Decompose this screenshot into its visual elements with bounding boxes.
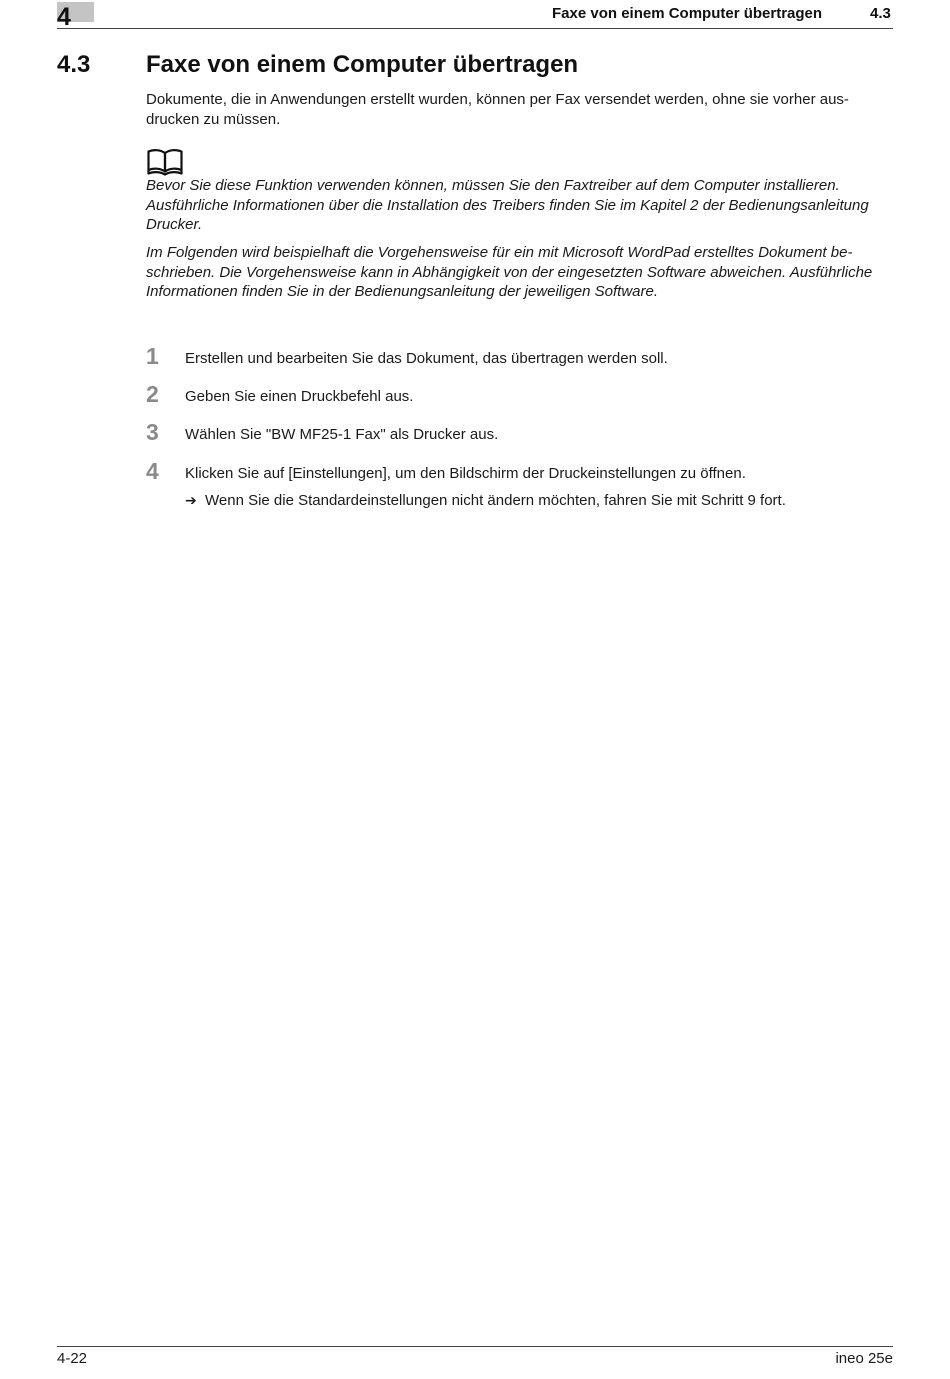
note-line: Ausführliche Informationen über die Installation des Treibers finden Sie im Kapitel 2 der Bedienungsanleitung bbox=[146, 196, 869, 214]
step-1 bbox=[146, 344, 896, 370]
intro-paragraph bbox=[146, 90, 891, 129]
footer-divider bbox=[57, 1346, 893, 1347]
step-text: Geben Sie einen Druckbefehl aus. bbox=[185, 388, 414, 405]
note-line: schrieben. Die Vorgehensweise kann in Abhängigkeit von der eingesetzten Software abweichen. Ausführliche bbox=[146, 263, 873, 281]
note-line: Im Folgenden wird beispielhaft die Vorgehensweise für ein mit Microsoft WordPad erstelltes Dokument be- bbox=[146, 244, 853, 261]
section-title: Faxe von einem Computer übertragen bbox=[146, 51, 579, 78]
open-book-icon bbox=[146, 148, 184, 176]
section-number: 4.3 bbox=[57, 51, 91, 78]
step-text: Wählen Sie "BW MF25-1 Fax" als Drucker aus. bbox=[185, 426, 499, 443]
step-text: Klicken Sie auf [Einstellungen], um den Bildschirm der Druckeinstellungen zu öffnen. bbox=[185, 465, 746, 482]
chapter-number: 4 bbox=[57, 3, 71, 31]
arrow-right-icon: ➔ bbox=[185, 492, 197, 508]
footer-product-name: ineo 25e bbox=[835, 1350, 893, 1367]
header-divider bbox=[57, 28, 893, 29]
intro-line: Dokumente, die in Anwendungen erstellt wurden, können per Fax versendet werden, ohne sie vorher aus- bbox=[146, 91, 849, 108]
step-4 bbox=[146, 459, 896, 485]
note-line: Informationen finden Sie in der Bedienungsanleitung der jeweiligen Software. bbox=[146, 283, 658, 300]
note-line: Drucker. bbox=[146, 216, 203, 233]
footer-page-number: 4-22 bbox=[57, 1350, 88, 1367]
substep-text: Wenn Sie die Standardeinstellungen nicht ändern möchten, fahren Sie mit Schritt 9 fort. bbox=[205, 492, 786, 509]
substep-hint bbox=[185, 491, 786, 510]
running-header-section: 4.3 bbox=[870, 5, 891, 22]
reference-note bbox=[146, 176, 896, 235]
step-2 bbox=[146, 382, 896, 408]
note-line: Bevor Sie diese Funktion verwenden können, müssen Sie den Faxtreiber auf dem Computer installieren. bbox=[146, 177, 840, 194]
intro-line: drucken zu müssen. bbox=[146, 110, 281, 128]
step-number: 1 bbox=[146, 343, 159, 369]
step-3 bbox=[146, 420, 896, 446]
example-note bbox=[146, 243, 896, 302]
step-number: 3 bbox=[146, 419, 159, 445]
step-number: 2 bbox=[146, 381, 159, 407]
running-header-title: Faxe von einem Computer übertragen bbox=[552, 5, 823, 22]
step-number: 4 bbox=[146, 458, 159, 484]
step-text: Erstellen und bearbeiten Sie das Dokument, das übertragen werden soll. bbox=[185, 350, 668, 367]
